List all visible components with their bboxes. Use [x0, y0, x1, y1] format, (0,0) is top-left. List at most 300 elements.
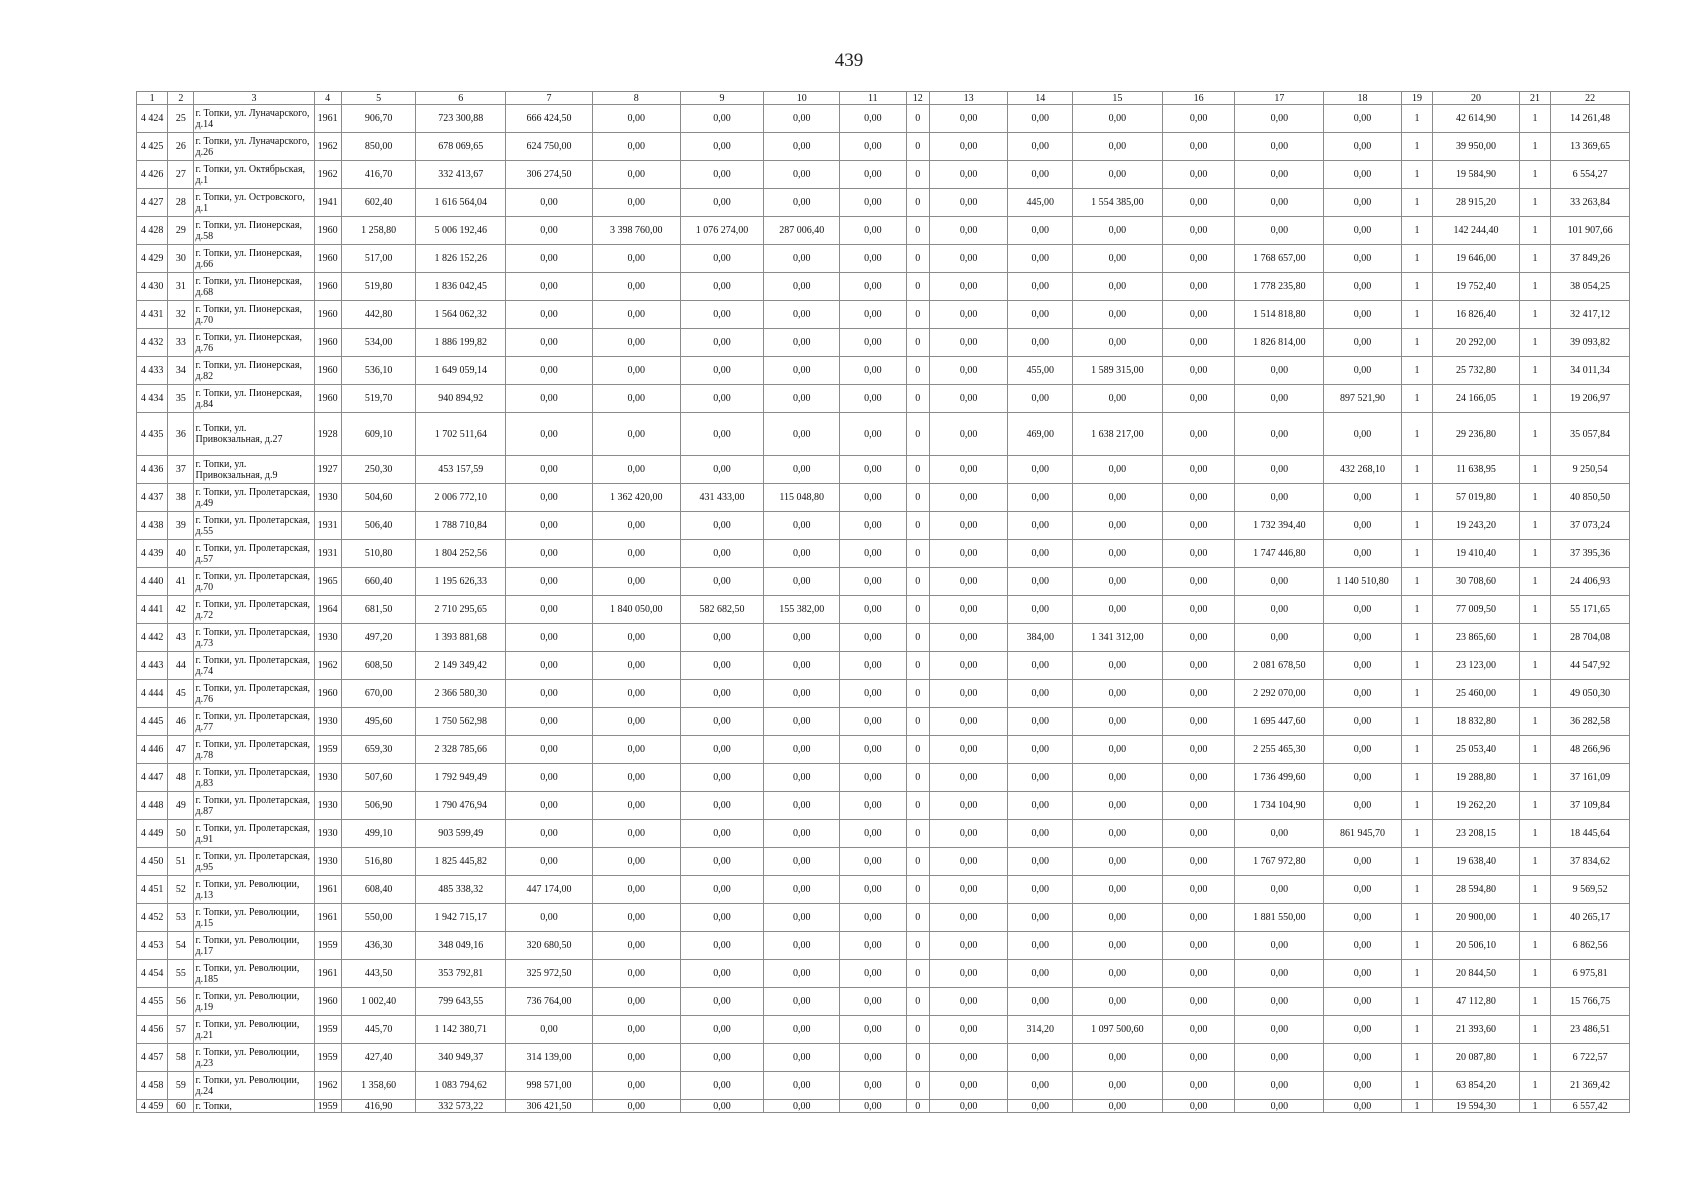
column-header: 18	[1324, 92, 1402, 105]
table-cell: 57	[168, 1016, 194, 1044]
table-cell: 660,40	[341, 568, 416, 596]
table-cell: 0,00	[592, 848, 680, 876]
table-cell: 0	[906, 273, 929, 301]
table-cell: 0,00	[680, 512, 764, 540]
table-cell: 624 750,00	[506, 133, 593, 161]
table-cell: 28	[168, 189, 194, 217]
table-cell: 0,00	[1073, 932, 1163, 960]
table-cell: 0,00	[592, 1100, 680, 1113]
table-cell: 0,00	[1008, 848, 1073, 876]
table-cell: 1	[1519, 932, 1550, 960]
table-cell: 0,00	[592, 652, 680, 680]
table-cell: 1	[1401, 764, 1432, 792]
table-cell: 1	[1401, 876, 1432, 904]
table-cell: 0,00	[929, 301, 1008, 329]
table-cell: 1	[1519, 736, 1550, 764]
table-cell: 1	[1519, 540, 1550, 568]
table-cell: 0,00	[592, 161, 680, 189]
table-cell: 0,00	[764, 680, 840, 708]
table-cell: 21 393,60	[1433, 1016, 1520, 1044]
table-cell: 0,00	[1235, 189, 1324, 217]
table-cell: 1	[1401, 1072, 1432, 1100]
table-cell: 0,00	[764, 512, 840, 540]
table-row	[137, 848, 1630, 876]
table-cell: 53	[168, 904, 194, 932]
table-cell: 47	[168, 736, 194, 764]
table-cell: 0,00	[929, 764, 1008, 792]
table-cell: 37	[168, 456, 194, 484]
table-cell: 1	[1519, 708, 1550, 736]
table-cell: 906,70	[341, 105, 416, 133]
table-cell: 1	[1519, 301, 1550, 329]
table-cell: 519,70	[341, 385, 416, 413]
address-cell: г. Топки, ул. Пионерская, д.76	[194, 329, 314, 357]
table-cell: 0,00	[840, 273, 907, 301]
table-cell: 0	[906, 161, 929, 189]
table-cell: 1 076 274,00	[680, 217, 764, 245]
table-cell: 0,00	[929, 652, 1008, 680]
table-cell: 0,00	[929, 161, 1008, 189]
table-cell: 0,00	[929, 484, 1008, 512]
address-cell: г. Топки, ул. Привокзальная, д.27	[194, 413, 314, 456]
table-cell: 1	[1401, 988, 1432, 1016]
table-cell: 4 449	[137, 820, 168, 848]
table-cell: 0,00	[506, 1016, 593, 1044]
table-cell: 1964	[314, 596, 341, 624]
table-cell: 0,00	[929, 540, 1008, 568]
table-cell: 0,00	[592, 876, 680, 904]
table-cell: 0	[906, 904, 929, 932]
table-cell: 25	[168, 105, 194, 133]
table-cell: 0,00	[1073, 1100, 1163, 1113]
table-cell: 0,00	[840, 1072, 907, 1100]
table-cell: 19 594,30	[1433, 1100, 1520, 1113]
table-cell: 37 161,09	[1551, 764, 1630, 792]
table-cell: 6 554,27	[1551, 161, 1630, 189]
table-cell: 34	[168, 357, 194, 385]
table-cell: 0	[906, 1072, 929, 1100]
table-cell: 1	[1519, 357, 1550, 385]
table-cell: 28 915,20	[1433, 189, 1520, 217]
table-cell: 0,00	[1235, 596, 1324, 624]
table-cell: 0,00	[1235, 1044, 1324, 1072]
table-cell: 0,00	[840, 217, 907, 245]
table-cell: 0,00	[1235, 385, 1324, 413]
table-cell: 0,00	[929, 708, 1008, 736]
table-cell: 19 243,20	[1433, 512, 1520, 540]
table-cell: 4 436	[137, 456, 168, 484]
table-cell: 0,00	[1073, 484, 1163, 512]
table-cell: 0,00	[592, 301, 680, 329]
table-cell: 6 557,42	[1551, 1100, 1630, 1113]
table-cell: 0,00	[506, 624, 593, 652]
table-cell: 1	[1519, 680, 1550, 708]
table-cell: 0,00	[1324, 764, 1402, 792]
table-cell: 1960	[314, 329, 341, 357]
table-cell: 0,00	[1324, 1044, 1402, 1072]
table-cell: 1	[1401, 245, 1432, 273]
table-cell: 0,00	[1073, 105, 1163, 133]
table-cell: 1 788 710,84	[416, 512, 506, 540]
address-cell: г. Топки, ул. Пионерская, д.82	[194, 357, 314, 385]
table-cell: 32	[168, 301, 194, 329]
table-cell: 0,00	[764, 904, 840, 932]
table-row	[137, 512, 1630, 540]
table-cell: 0,00	[1324, 1016, 1402, 1044]
table-cell: 536,10	[341, 357, 416, 385]
table-cell: 0,00	[764, 385, 840, 413]
table-cell: 19 646,00	[1433, 245, 1520, 273]
table-cell: 0,00	[506, 596, 593, 624]
table-cell: 37 849,26	[1551, 245, 1630, 273]
table-cell: 1 002,40	[341, 988, 416, 1016]
table-cell: 1	[1401, 708, 1432, 736]
table-cell: 77 009,50	[1433, 596, 1520, 624]
table-cell: 0,00	[840, 357, 907, 385]
table-cell: 155 382,00	[764, 596, 840, 624]
table-cell: 0,00	[680, 680, 764, 708]
table-cell: 0	[906, 736, 929, 764]
table-row	[137, 133, 1630, 161]
table-cell: 2 006 772,10	[416, 484, 506, 512]
table-row	[137, 385, 1630, 413]
table-cell: 0,00	[506, 484, 593, 512]
table-cell: 0,00	[592, 413, 680, 456]
table-cell: 0	[906, 568, 929, 596]
table-cell: 0,00	[840, 245, 907, 273]
table-cell: 582 682,50	[680, 596, 764, 624]
table-cell: 0,00	[592, 1072, 680, 1100]
table-cell: 1965	[314, 568, 341, 596]
table-cell: 0,00	[764, 652, 840, 680]
table-cell: 0,00	[764, 624, 840, 652]
table-cell: 1 083 794,62	[416, 1072, 506, 1100]
table-cell: 0,00	[840, 568, 907, 596]
table-cell: 0	[906, 624, 929, 652]
table-cell: 497,20	[341, 624, 416, 652]
table-cell: 0,00	[680, 876, 764, 904]
table-cell: 36 282,58	[1551, 708, 1630, 736]
table-row	[137, 1100, 1630, 1113]
table-cell: 0,00	[1324, 624, 1402, 652]
table-cell: 1	[1519, 848, 1550, 876]
column-header: 22	[1551, 92, 1630, 105]
table-cell: 0,00	[764, 245, 840, 273]
table-cell: 0,00	[1324, 596, 1402, 624]
table-cell: 0,00	[1073, 680, 1163, 708]
table-cell: 0,00	[929, 385, 1008, 413]
address-cell: г. Топки, ул. Октябрьская, д.1	[194, 161, 314, 189]
table-cell: 1	[1401, 960, 1432, 988]
table-cell: 1930	[314, 848, 341, 876]
table-cell: 0,00	[1162, 708, 1235, 736]
table-cell: 0,00	[1008, 960, 1073, 988]
table-cell: 0,00	[506, 245, 593, 273]
table-cell: 0,00	[592, 904, 680, 932]
table-cell: 2 149 349,42	[416, 652, 506, 680]
table-cell: 0	[906, 413, 929, 456]
table-cell: 0,00	[680, 357, 764, 385]
table-cell: 0,00	[1073, 792, 1163, 820]
table-cell: 0,00	[506, 189, 593, 217]
table-cell: 38	[168, 484, 194, 512]
table-cell: 0,00	[1162, 245, 1235, 273]
table-cell: 0,00	[680, 540, 764, 568]
table-cell: 1	[1401, 596, 1432, 624]
table-cell: 0,00	[929, 1044, 1008, 1072]
table-cell: 1 554 385,00	[1073, 189, 1163, 217]
table-cell: 0,00	[1324, 329, 1402, 357]
table-cell: 0,00	[592, 764, 680, 792]
table-cell: 0,00	[929, 568, 1008, 596]
table-cell: 0,00	[1162, 273, 1235, 301]
table-cell: 0,00	[680, 133, 764, 161]
table-cell: 0,00	[1008, 301, 1073, 329]
table-cell: 1	[1401, 568, 1432, 596]
table-cell: 0,00	[1008, 1072, 1073, 1100]
table-cell: 325 972,50	[506, 960, 593, 988]
table-cell: 4 427	[137, 189, 168, 217]
table-cell: 31	[168, 273, 194, 301]
table-cell: 0,00	[592, 568, 680, 596]
header-row	[137, 92, 1630, 105]
table-cell: 340 949,37	[416, 1044, 506, 1072]
table-row	[137, 540, 1630, 568]
table-cell: 0,00	[1324, 932, 1402, 960]
table-cell: 1	[1401, 413, 1432, 456]
table-cell: 37 109,84	[1551, 792, 1630, 820]
table-cell: 39 093,82	[1551, 329, 1630, 357]
table-cell: 6 862,56	[1551, 932, 1630, 960]
table-cell: 348 049,16	[416, 932, 506, 960]
table-cell: 0	[906, 988, 929, 1016]
address-cell: г. Топки, ул. Луначарского, д.14	[194, 105, 314, 133]
table-cell: 0,00	[1162, 988, 1235, 1016]
table-cell: 0,00	[1235, 960, 1324, 988]
table-row	[137, 876, 1630, 904]
table-cell: 25 460,00	[1433, 680, 1520, 708]
table-cell: 469,00	[1008, 413, 1073, 456]
address-cell: г. Топки, ул. Революции, д.23	[194, 1044, 314, 1072]
table-cell: 0,00	[680, 848, 764, 876]
table-cell: 55 171,65	[1551, 596, 1630, 624]
table-cell: 0,00	[764, 456, 840, 484]
table-cell: 0,00	[1324, 105, 1402, 133]
table-cell: 4 424	[137, 105, 168, 133]
table-cell: 0,00	[929, 820, 1008, 848]
table-cell: 0,00	[1162, 1016, 1235, 1044]
table-cell: 0,00	[680, 652, 764, 680]
table-row	[137, 652, 1630, 680]
table-row	[137, 960, 1630, 988]
table-row	[137, 568, 1630, 596]
table-cell: 723 300,88	[416, 105, 506, 133]
table-cell: 0	[906, 512, 929, 540]
table-cell: 4 450	[137, 848, 168, 876]
table-cell: 0,00	[840, 960, 907, 988]
table-cell: 0,00	[764, 764, 840, 792]
table-cell: 0,00	[506, 820, 593, 848]
table-cell: 453 157,59	[416, 456, 506, 484]
column-header: 4	[314, 92, 341, 105]
table-cell: 1 836 042,45	[416, 273, 506, 301]
table-cell: 0,00	[680, 736, 764, 764]
table-cell: 1 195 626,33	[416, 568, 506, 596]
table-cell: 4 451	[137, 876, 168, 904]
table-cell: 1 142 380,71	[416, 1016, 506, 1044]
table-cell: 1 514 818,80	[1235, 301, 1324, 329]
table-cell: 517,00	[341, 245, 416, 273]
table-cell: 0,00	[680, 189, 764, 217]
table-cell: 506,40	[341, 512, 416, 540]
table-cell: 0,00	[680, 1016, 764, 1044]
table-cell: 1 732 394,40	[1235, 512, 1324, 540]
table-cell: 1 881 550,00	[1235, 904, 1324, 932]
table-cell: 1 258,80	[341, 217, 416, 245]
table-cell: 33	[168, 329, 194, 357]
table-cell: 0,00	[1162, 960, 1235, 988]
table-cell: 0,00	[1162, 217, 1235, 245]
address-cell: г. Топки, ул. Пролетарская, д.57	[194, 540, 314, 568]
table-cell: 4 453	[137, 932, 168, 960]
table-cell: 0,00	[592, 245, 680, 273]
table-row	[137, 596, 1630, 624]
table-cell: 320 680,50	[506, 932, 593, 960]
table-cell: 0,00	[840, 189, 907, 217]
table-cell: 0	[906, 301, 929, 329]
table-cell: 1	[1401, 848, 1432, 876]
column-header: 12	[906, 92, 929, 105]
table-cell: 0,00	[764, 357, 840, 385]
table-cell: 445,70	[341, 1016, 416, 1044]
table-cell: 1	[1401, 273, 1432, 301]
table-cell: 0,00	[680, 1100, 764, 1113]
table-cell: 39 950,00	[1433, 133, 1520, 161]
table-cell: 0,00	[1235, 568, 1324, 596]
table-cell: 1 393 881,68	[416, 624, 506, 652]
table-cell: 0,00	[1008, 708, 1073, 736]
table-cell: 101 907,66	[1551, 217, 1630, 245]
table-cell: 58	[168, 1044, 194, 1072]
table-cell: 1930	[314, 708, 341, 736]
table-cell: 4 431	[137, 301, 168, 329]
address-cell: г. Топки, ул. Пролетарская, д.76	[194, 680, 314, 708]
table-cell: 1 097 500,60	[1073, 1016, 1163, 1044]
table-cell: 0,00	[1162, 652, 1235, 680]
table-cell: 1 140 510,80	[1324, 568, 1402, 596]
table-cell: 2 710 295,65	[416, 596, 506, 624]
table-cell: 0,00	[764, 329, 840, 357]
table-cell: 0,00	[1008, 273, 1073, 301]
table-cell: 0	[906, 764, 929, 792]
table-cell: 37 834,62	[1551, 848, 1630, 876]
table-cell: 0,00	[1162, 680, 1235, 708]
table-cell: 50	[168, 820, 194, 848]
table-cell: 1	[1401, 301, 1432, 329]
table-cell: 436,30	[341, 932, 416, 960]
table-cell: 0,00	[680, 960, 764, 988]
table-cell: 0	[906, 484, 929, 512]
table-cell: 1	[1401, 792, 1432, 820]
table-cell: 0,00	[1324, 273, 1402, 301]
table-cell: 1	[1519, 1016, 1550, 1044]
table-cell: 1930	[314, 624, 341, 652]
table-cell: 1	[1401, 357, 1432, 385]
table-cell: 1 736 499,60	[1235, 764, 1324, 792]
table-cell: 0	[906, 217, 929, 245]
table-cell: 0,00	[929, 413, 1008, 456]
table-cell: 0,00	[592, 189, 680, 217]
table-cell: 19 584,90	[1433, 161, 1520, 189]
table-cell: 23 865,60	[1433, 624, 1520, 652]
column-header: 2	[168, 92, 194, 105]
table-cell: 0	[906, 680, 929, 708]
table-cell: 0,00	[506, 301, 593, 329]
table-cell: 0,00	[1008, 385, 1073, 413]
table-cell: 0,00	[1324, 876, 1402, 904]
table-cell: 0,00	[1008, 736, 1073, 764]
table-cell: 1	[1519, 329, 1550, 357]
table-cell: 1960	[314, 385, 341, 413]
table-cell: 1 886 199,82	[416, 329, 506, 357]
table-cell: 0,00	[840, 736, 907, 764]
table-cell: 6 722,57	[1551, 1044, 1630, 1072]
table-cell: 0,00	[506, 792, 593, 820]
address-cell: г. Топки, ул. Пролетарская, д.73	[194, 624, 314, 652]
table-cell: 0,00	[1162, 329, 1235, 357]
table-cell: 4 432	[137, 329, 168, 357]
table-cell: 1928	[314, 413, 341, 456]
table-cell: 0	[906, 652, 929, 680]
table-cell: 1	[1401, 932, 1432, 960]
table-cell: 46	[168, 708, 194, 736]
table-cell: 19 638,40	[1433, 848, 1520, 876]
table-cell: 1 649 059,14	[416, 357, 506, 385]
table-cell: 0,00	[680, 245, 764, 273]
table-cell: 0,00	[1008, 512, 1073, 540]
table-cell: 504,60	[341, 484, 416, 512]
table-cell: 0,00	[680, 161, 764, 189]
table-cell: 0,00	[506, 736, 593, 764]
table-cell: 0,00	[1008, 596, 1073, 624]
address-cell: г. Топки, ул. Пролетарская, д.55	[194, 512, 314, 540]
table-row	[137, 820, 1630, 848]
table-cell: 1930	[314, 820, 341, 848]
table-cell: 11 638,95	[1433, 456, 1520, 484]
table-cell: 0,00	[592, 1044, 680, 1072]
register-table	[136, 91, 1630, 1113]
table-cell: 4 433	[137, 357, 168, 385]
table-cell: 37 395,36	[1551, 540, 1630, 568]
table-cell: 0,00	[1008, 764, 1073, 792]
table-cell: 1962	[314, 1072, 341, 1100]
table-cell: 1	[1519, 133, 1550, 161]
table-cell: 384,00	[1008, 624, 1073, 652]
table-cell: 0,00	[840, 624, 907, 652]
table-cell: 21 369,42	[1551, 1072, 1630, 1100]
table-cell: 4 441	[137, 596, 168, 624]
table-cell: 1	[1519, 624, 1550, 652]
table-cell: 998 571,00	[506, 1072, 593, 1100]
table-cell: 0,00	[1162, 385, 1235, 413]
table-cell: 0,00	[1324, 161, 1402, 189]
table-cell: 1960	[314, 217, 341, 245]
table-cell: 443,50	[341, 960, 416, 988]
table-cell: 19 410,40	[1433, 540, 1520, 568]
table-cell: 47 112,80	[1433, 988, 1520, 1016]
table-cell: 287 006,40	[764, 217, 840, 245]
table-cell: 0	[906, 385, 929, 413]
